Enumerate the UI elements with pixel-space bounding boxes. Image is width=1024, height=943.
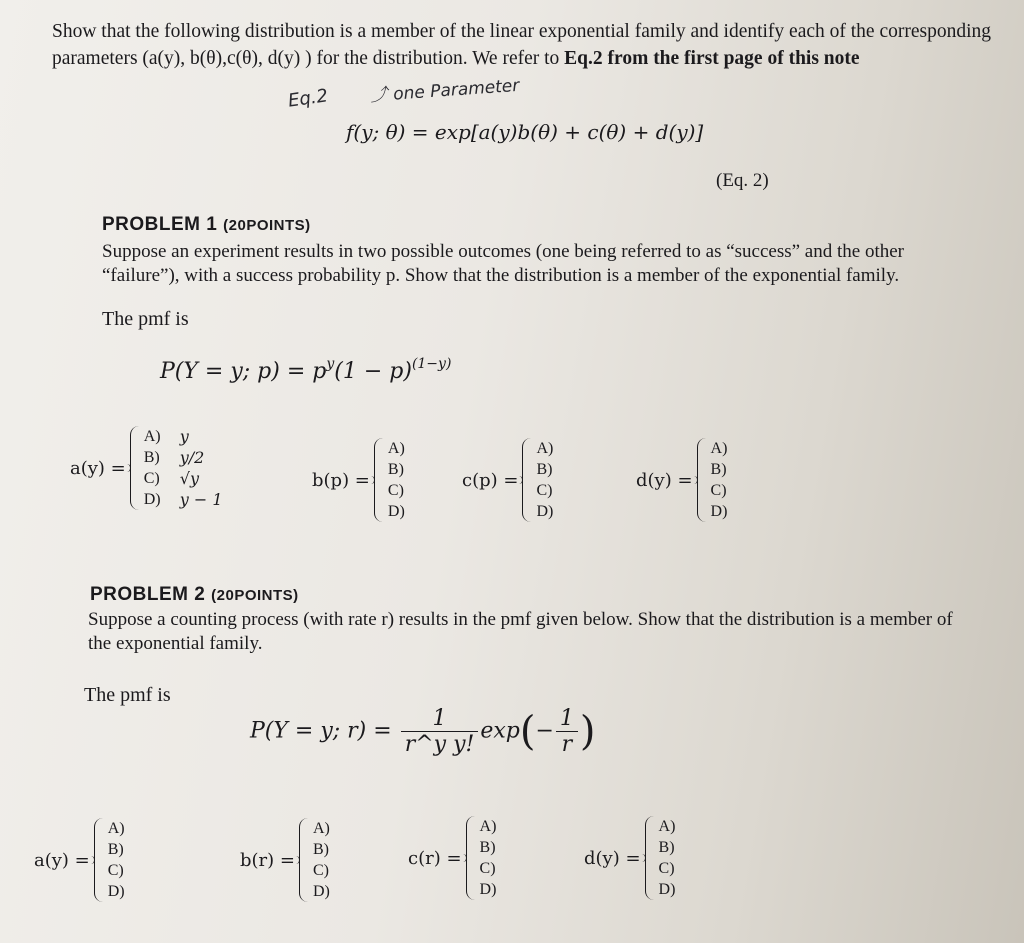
option-item[interactable] — [144, 426, 223, 447]
problem2-answer-group — [240, 818, 335, 902]
pmf2-lhs: P(Y = y; r) = — [250, 718, 392, 744]
option-letter: A) — [387, 440, 405, 457]
option-letter: D) — [710, 503, 728, 520]
problem1-pmf-formula — [160, 356, 451, 384]
option-letter: B) — [312, 841, 329, 858]
problem2-heading — [90, 584, 299, 606]
option-value: y — [179, 427, 189, 446]
pmf1-exponent-1-minus-y: (1−y) — [411, 356, 452, 372]
pmf2-right-paren: ) — [579, 708, 596, 755]
answer-label: d(y) = — [636, 469, 693, 491]
option-letter: C) — [387, 482, 404, 499]
exponential-family-formula: f(y; θ) = exp[a(y)b(θ) + c(θ) + d(y)] — [346, 120, 704, 144]
option-list — [144, 426, 223, 510]
answer-label: b(p) = — [312, 469, 370, 491]
intro-bold-reference: Eq.2 from the first page of this note — [564, 48, 860, 69]
option-letter: A) — [710, 440, 728, 457]
option-item[interactable] — [659, 816, 681, 837]
option-item[interactable] — [313, 839, 335, 860]
intro-text: Show that the following distribution is a member of the linear exponential family and identify each of the corresponding parameters (a(y), b(θ),c(θ), d(y) ) for the distribution. We refer to — [52, 21, 992, 69]
option-item[interactable] — [144, 447, 223, 468]
option-item[interactable] — [659, 837, 681, 858]
option-item[interactable] — [144, 468, 223, 489]
handwritten-one-parameter — [369, 71, 520, 106]
pmf1-exponent-y: y — [326, 356, 335, 372]
option-letter: C) — [658, 860, 675, 877]
option-item[interactable] — [536, 480, 558, 501]
option-item[interactable] — [108, 839, 130, 860]
option-letter: A) — [143, 428, 161, 445]
option-letter: C) — [312, 862, 329, 879]
option-item[interactable] — [388, 459, 410, 480]
option-value: y − 1 — [179, 490, 223, 509]
option-list — [536, 438, 558, 522]
pmf2-inner-fraction — [556, 706, 578, 757]
option-item[interactable] — [108, 860, 130, 881]
option-letter: C) — [479, 860, 496, 877]
option-letter: A) — [107, 820, 125, 837]
option-letter: B) — [143, 449, 160, 466]
option-value: y/2 — [179, 448, 205, 467]
left-brace-icon — [466, 816, 477, 900]
problem2-answer-group — [408, 816, 502, 900]
option-item[interactable] — [536, 438, 558, 459]
option-list — [313, 818, 335, 902]
curved-arrow-icon: ⤴ — [369, 85, 389, 107]
answer-label: b(r) = — [240, 849, 295, 871]
option-list — [108, 818, 130, 902]
option-letter: B) — [536, 461, 553, 478]
option-letter: D) — [658, 881, 676, 898]
option-item[interactable] — [480, 879, 502, 900]
problem2-points: (20POINTS) — [211, 587, 299, 604]
pmf2-denominator: r^y y! — [404, 732, 475, 757]
answer-label: c(r) = — [408, 847, 462, 869]
handwritten-eq-label: Eq.2 — [286, 85, 330, 112]
option-letter: A) — [479, 818, 497, 835]
option-item[interactable] — [108, 881, 130, 902]
problem2-pmf-formula — [250, 706, 596, 757]
answer-label: a(y) = — [34, 849, 90, 871]
left-brace-icon — [299, 818, 310, 902]
intro-paragraph — [52, 18, 1002, 72]
option-letter: A) — [312, 820, 330, 837]
left-brace-icon — [697, 438, 708, 522]
equation-number: (Eq. 2) — [716, 170, 769, 191]
option-item[interactable] — [536, 501, 558, 522]
option-list — [480, 816, 502, 900]
problem2-pmf-label: The pmf is — [84, 684, 171, 706]
option-item[interactable] — [659, 858, 681, 879]
problem2-answer-group — [584, 816, 681, 900]
problem1-answer-group — [70, 426, 223, 510]
answer-label: c(p) = — [462, 469, 519, 491]
option-letter: C) — [710, 482, 727, 499]
option-item[interactable] — [480, 816, 502, 837]
option-letter: C) — [143, 470, 160, 487]
pmf2-numerator: 1 — [401, 706, 479, 732]
problem1-pmf-label: The pmf is — [102, 308, 189, 330]
option-letter: D) — [536, 503, 554, 520]
option-item[interactable] — [711, 459, 733, 480]
pmf2-left-paren: ( — [519, 708, 536, 755]
problem1-points: (20POINTS) — [223, 217, 311, 234]
problem1-text: Suppose an experiment results in two possible outcomes (one being referred to as “success” and the other “failure”), with a success probability p. Show that the distribution is a member of the exponential family. — [102, 241, 904, 286]
option-item[interactable] — [480, 858, 502, 879]
option-letter: B) — [107, 841, 124, 858]
option-letter: B) — [479, 839, 496, 856]
option-item[interactable] — [711, 480, 733, 501]
answer-label: d(y) = — [584, 847, 641, 869]
problem1-answer-group — [462, 438, 558, 522]
option-item[interactable] — [313, 881, 335, 902]
problem1-answer-group — [312, 438, 410, 522]
pmf2-exp: exp — [480, 718, 520, 744]
option-letter: B) — [387, 461, 404, 478]
problem2-text: Suppose a counting process (with rate r) results in the pmf given below. Show that the distribution is a member of the exponential family. — [88, 609, 953, 654]
option-item[interactable] — [144, 489, 223, 510]
pmf2-inner-denominator: r — [561, 732, 573, 757]
option-item[interactable] — [388, 480, 410, 501]
problem2-title: PROBLEM 2 — [90, 584, 206, 605]
option-item[interactable] — [711, 501, 733, 522]
left-brace-icon — [130, 426, 141, 510]
option-list — [388, 438, 410, 522]
option-item[interactable] — [388, 438, 410, 459]
option-item[interactable] — [659, 879, 681, 900]
problem1-answer-group — [636, 438, 733, 522]
problem1-heading — [102, 214, 311, 236]
left-brace-icon — [522, 438, 533, 522]
problem1-title: PROBLEM 1 — [102, 214, 218, 235]
answer-label: a(y) = — [70, 457, 126, 479]
option-letter: C) — [107, 862, 124, 879]
option-letter: B) — [710, 461, 727, 478]
pmf2-minus: − — [535, 718, 554, 744]
option-letter: A) — [658, 818, 676, 835]
option-letter: D) — [387, 503, 405, 520]
option-item[interactable] — [536, 459, 558, 480]
left-brace-icon — [374, 438, 385, 522]
option-value: √y — [179, 469, 199, 488]
pmf2-fraction — [401, 706, 479, 757]
option-letter: D) — [107, 883, 125, 900]
left-brace-icon — [94, 818, 105, 902]
option-letter: D) — [479, 881, 497, 898]
option-item[interactable] — [480, 837, 502, 858]
pmf2-inner-numerator: 1 — [556, 706, 578, 732]
option-letter: D) — [143, 491, 161, 508]
option-item[interactable] — [108, 818, 130, 839]
pmf1-lhs: P(Y = y; p) = p — [160, 359, 327, 384]
one-parameter-text: one Parameter — [392, 75, 520, 105]
option-letter: D) — [312, 883, 330, 900]
option-item[interactable] — [711, 438, 733, 459]
option-item[interactable] — [313, 818, 335, 839]
problem2-answer-group — [34, 818, 130, 902]
option-letter: C) — [536, 482, 553, 499]
option-letter: B) — [658, 839, 675, 856]
option-item[interactable] — [388, 501, 410, 522]
option-letter: A) — [536, 440, 554, 457]
pmf1-mid: (1 − p) — [334, 359, 412, 384]
left-brace-icon — [645, 816, 656, 900]
option-list — [659, 816, 681, 900]
option-item[interactable] — [313, 860, 335, 881]
option-list — [711, 438, 733, 522]
